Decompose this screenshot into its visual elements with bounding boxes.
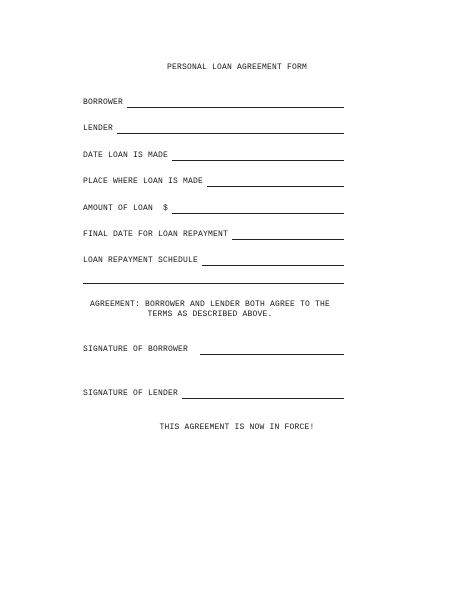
date-loan-made-line[interactable] (172, 152, 344, 161)
repayment-schedule-continuation-line[interactable] (83, 283, 344, 284)
lender-signature-line[interactable] (182, 390, 344, 399)
amount-of-loan-field[interactable] (83, 204, 344, 214)
lender-line[interactable] (117, 125, 344, 134)
agreement-line-2: TERMS AS DESCRIBED ABOVE. (147, 310, 273, 319)
lender-signature-field[interactable] (83, 389, 344, 399)
borrower-signature-line[interactable] (200, 346, 344, 355)
repayment-schedule-label: LOAN REPAYMENT SCHEDULE (83, 256, 199, 265)
lender-signature-label: SIGNATURE OF LENDER (83, 389, 179, 398)
repayment-schedule-line[interactable] (202, 257, 344, 266)
borrower-signature-field[interactable] (83, 345, 344, 355)
lender-field[interactable] (83, 124, 344, 134)
lender-label: LENDER (83, 124, 114, 133)
final-repayment-date-label: FINAL DATE FOR LOAN REPAYMENT (83, 230, 229, 239)
amount-of-loan-label: AMOUNT OF LOAN $ (83, 204, 169, 213)
date-loan-made-field[interactable] (83, 151, 344, 161)
agreement-line-1: AGREEMENT: BORROWER AND LENDER BOTH AGREE TO THE (89, 300, 331, 309)
borrower-label: BORROWER (83, 98, 124, 107)
place-loan-made-line[interactable] (207, 178, 344, 187)
agreement-statement (60, 300, 360, 320)
amount-of-loan-line[interactable] (172, 205, 344, 214)
closing-statement: THIS AGREEMENT IS NOW IN FORCE! (159, 423, 315, 432)
place-loan-made-label: PLACE WHERE LOAN IS MADE (83, 177, 204, 186)
final-repayment-date-line[interactable] (232, 231, 344, 240)
place-loan-made-field[interactable] (83, 177, 344, 187)
borrower-field[interactable] (83, 98, 344, 108)
form-title: PERSONAL LOAN AGREEMENT FORM (166, 63, 308, 72)
date-loan-made-label: DATE LOAN IS MADE (83, 151, 169, 160)
final-repayment-date-field[interactable] (83, 230, 344, 240)
borrower-signature-label: SIGNATURE OF BORROWER (83, 345, 189, 354)
borrower-line[interactable] (127, 99, 344, 108)
repayment-schedule-field[interactable] (83, 256, 344, 266)
